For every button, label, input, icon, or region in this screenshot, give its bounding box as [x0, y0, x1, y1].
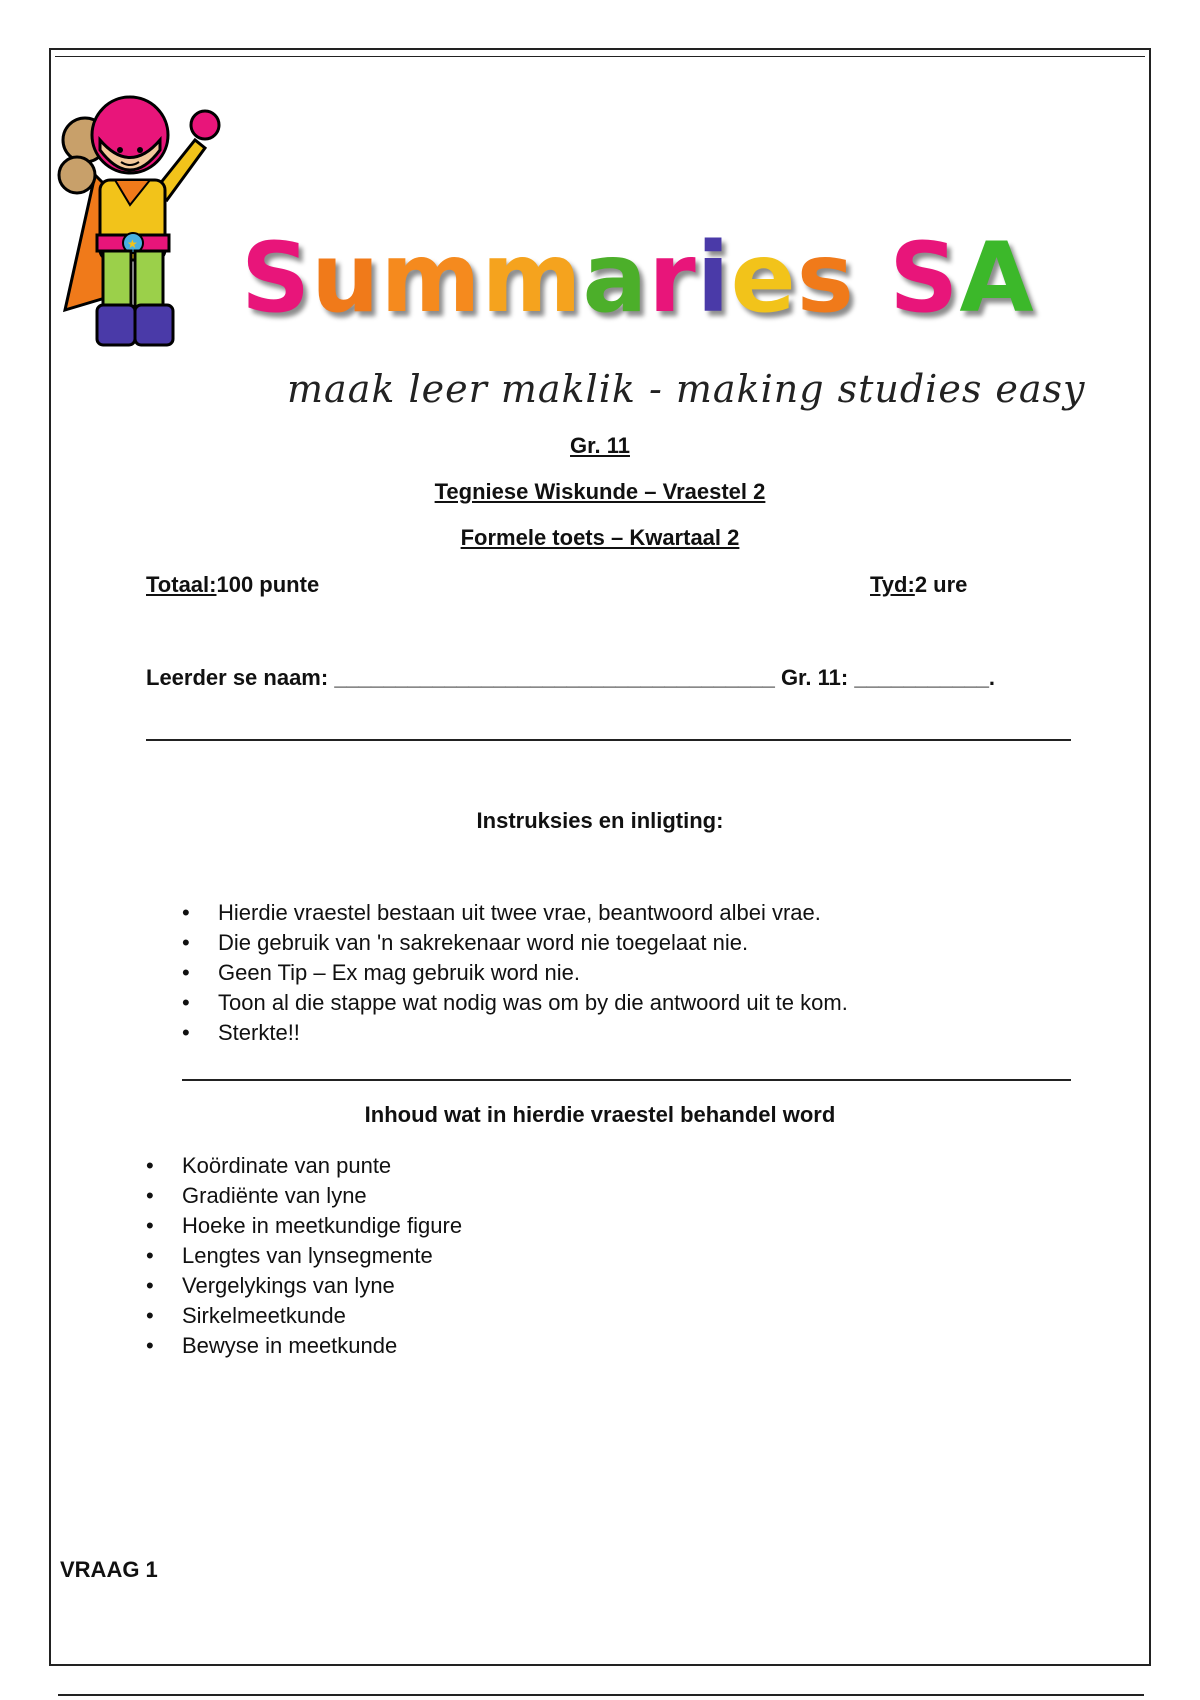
- total-value: 100 punte: [216, 572, 320, 597]
- question-heading: VRAAG 1: [60, 1557, 158, 1582]
- brand-letter: a: [582, 222, 649, 334]
- superhero-mascot-icon: [55, 80, 235, 355]
- brand-letter: s: [796, 222, 855, 334]
- learner-name-blank[interactable]: ____________________________________: [334, 665, 775, 690]
- grade-heading: Gr. 11: [570, 433, 630, 458]
- brand-wordmark: [241, 222, 1035, 334]
- brand-letter: u: [311, 222, 381, 334]
- total-marks: [146, 572, 319, 598]
- content-list: [146, 1151, 462, 1361]
- test-heading: Formele toets – Kwartaal 2: [460, 525, 740, 550]
- divider: [182, 1079, 1071, 1081]
- brand-letter: [855, 230, 889, 326]
- class-blank[interactable]: ___________.: [854, 665, 996, 690]
- brand-letter: m: [380, 222, 482, 334]
- instructions-list: [182, 898, 848, 1048]
- divider: [146, 739, 1071, 741]
- content-title: Inhoud wat in hierdie vraestel behandel word: [364, 1102, 836, 1127]
- brand-letter: S: [889, 222, 960, 334]
- frame-top-rule: [55, 56, 1145, 57]
- brand-letter: S: [241, 222, 312, 334]
- brand-letter: r: [648, 222, 697, 334]
- brand-letter: i: [696, 222, 731, 334]
- time-label: Tyd:: [870, 572, 915, 597]
- brand-letter: A: [959, 222, 1035, 334]
- list-item: • Koördinate van punte: [146, 1151, 462, 1181]
- list-item: • Lengtes van lynsegmente: [146, 1241, 462, 1271]
- learner-name-line: [146, 665, 995, 691]
- list-item: • Vergelykings van lyne: [146, 1271, 462, 1301]
- summaries-sa-logo: [55, 80, 1145, 411]
- list-item: • Sirkelmeetkunde: [146, 1301, 462, 1331]
- list-item: • Bewyse in meetkunde: [146, 1331, 462, 1361]
- time-value: 2 ure: [914, 572, 968, 597]
- list-item: • Hoeke in meetkundige figure: [146, 1211, 462, 1241]
- svg-text:★: ★: [127, 237, 138, 251]
- subject-heading: Tegniese Wiskunde – Vraestel 2: [434, 479, 766, 504]
- list-item: • Toon al die stappe wat nodig was om by die antwoord uit te kom.: [182, 988, 848, 1018]
- list-item: • Hierdie vraestel bestaan uit twee vrae, beantwoord albei vrae.: [182, 898, 848, 928]
- list-item: • Sterkte!!: [182, 1018, 848, 1048]
- instructions-title: Instruksies en inligting:: [476, 808, 724, 833]
- next-page-rule: [58, 1694, 1144, 1696]
- brand-letter: m: [481, 222, 583, 334]
- list-item: • Die gebruik van 'n sakrekenaar word nie toegelaat nie.: [182, 928, 848, 958]
- list-item: • Geen Tip – Ex mag gebruik word nie.: [182, 958, 848, 988]
- total-label: Totaal:: [146, 572, 217, 597]
- brand-letter: e: [730, 222, 797, 334]
- time-allowed: [870, 572, 967, 598]
- tagline: maak leer maklik - making studies easy: [287, 367, 1086, 411]
- learner-label: Leerder se naam:: [146, 665, 329, 690]
- class-label: Gr. 11:: [780, 665, 849, 690]
- list-item: • Gradiënte van lyne: [146, 1181, 462, 1211]
